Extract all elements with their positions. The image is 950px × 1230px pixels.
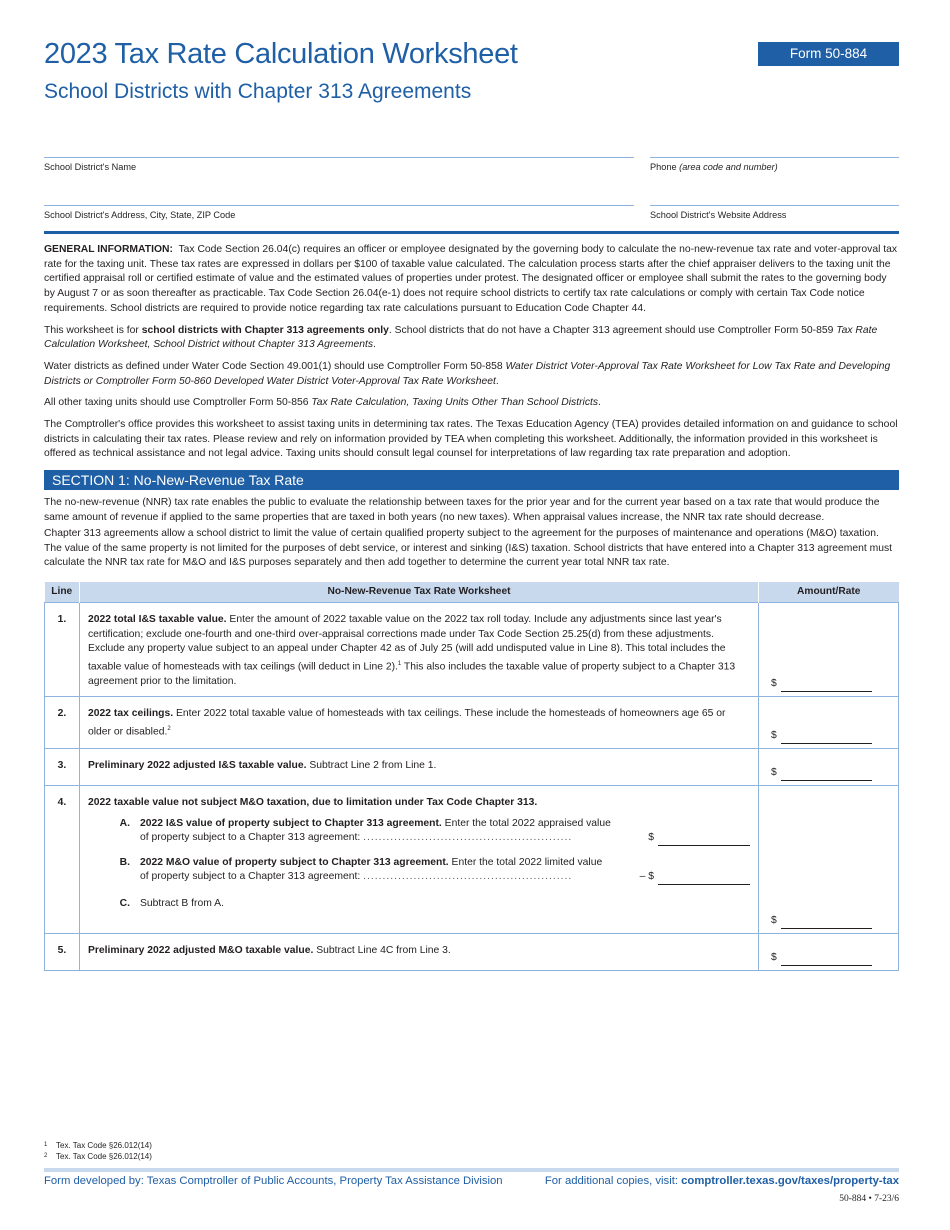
scope-paragraph: This worksheet is for school districts with Chapter 313 agreements only. School districts that do not have a Chapter 313 agreement should use Comptroller Form 50-859 Tax Rate Calculation Worksheet, School District without Chapter 313 Agreements. bbox=[44, 324, 878, 351]
line-description: 2022 total I&S taxable value. Enter the amount of 2022 taxable value on the 2022 tax roll today. Include any adjustments since last year's certification; exclude one-fourth and one-third over-appraisal corrections made under Tax Code Section 25.25(d) from these adjustments. Exclude any property value subject to an appeal under Chapter 42 as of July 25 (will add undisputed value in Line 8). This total includes the taxable value of homesteads with tax ceilings (will deduct in Line 2).$^1$ This also includes the taxable value of property subject to a Chapter 313 agreement prior to the limitation. bbox=[80, 603, 759, 697]
phone-hint: (area code and number) bbox=[679, 162, 778, 172]
line-description: 2022 tax ceilings. Enter 2022 total taxable value of homesteads with tax ceilings. These include the homesteads of homeowners age 65 or older or disabled.$^2$ bbox=[80, 697, 759, 749]
table-header bbox=[45, 582, 899, 603]
website-label: School District's Website Address bbox=[650, 210, 787, 220]
footnote: 1 Tex. Tax Code §26.012(14) bbox=[44, 1141, 152, 1150]
amount-input[interactable]: $ bbox=[759, 749, 899, 786]
worksheet-table bbox=[44, 582, 899, 971]
general-info-heading: GENERAL INFORMATION: bbox=[44, 244, 173, 255]
page-subtitle: School Districts with Chapter 313 Agreements bbox=[44, 80, 472, 103]
phone-label: Phone bbox=[650, 162, 677, 172]
amount-input[interactable]: $ bbox=[759, 934, 899, 971]
form-number-badge: Form 50-884 bbox=[758, 42, 899, 66]
table-row bbox=[45, 697, 899, 749]
other-units-paragraph: All other taxing units should use Comptroller Form 50-856 Tax Rate Calculation, Taxing Units Other Than School Districts. bbox=[44, 397, 601, 409]
disclaimer-paragraph: The Comptroller's office provides this worksheet to assist taxing units in determining tax rates. The Texas Education Agency (TEA) provides detailed information on and guidance to school districts in calculating their tax rates. Please review and rely on information provided by TEA when completing this worksheet. Additionally, the information provided in this worksheet is offered as technical assistance and not legal advice. Taxing units should consult legal counsel for interpretations of law regarding tax rate preparation and adoption. bbox=[44, 419, 898, 460]
table-row bbox=[45, 786, 899, 934]
footer-copies: For additional copies, visit: comptroller.texas.gov/taxes/property-tax bbox=[544, 1175, 899, 1187]
line-number: 4. bbox=[45, 786, 80, 934]
table-row bbox=[45, 603, 899, 697]
subline-4c: C. Subtract B from A. bbox=[119, 897, 224, 909]
table-row bbox=[45, 749, 899, 786]
address-label: School District's Address, City, State, ZIP Code bbox=[44, 210, 236, 220]
footnote: 2 Tex. Tax Code §26.012(14) bbox=[44, 1152, 152, 1161]
amount-input[interactable]: $ bbox=[759, 786, 899, 934]
line-description: Preliminary 2022 adjusted M&O taxable value. Subtract Line 4C from Line 3. bbox=[80, 934, 759, 971]
col-amount-header: Amount/Rate bbox=[759, 582, 899, 603]
section-1-intro bbox=[44, 496, 899, 573]
col-line-header: Line bbox=[45, 582, 80, 603]
line-number: 2. bbox=[45, 697, 80, 749]
school-name-field[interactable] bbox=[44, 157, 634, 172]
line-number: 3. bbox=[45, 749, 80, 786]
footer-credit: Form developed by: Texas Comptroller of Public Accounts, Property Tax Assistance Division bbox=[44, 1175, 503, 1187]
section-1-paragraph: Chapter 313 agreements allow a school district to limit the value of certain qualified property subject to the agreement for the purposes of maintenance and operations (M&O) taxation. The value of the same property is not limited for the purposes of debt service, or interest and sinking (I&S) taxation. School districts that have entered into a Chapter 313 agreement must calculate the NNR tax rate for M&O and I&S purposes separately and then add together to determine the current year total NNR tax rate. bbox=[44, 528, 893, 569]
school-name-label: School District's Name bbox=[44, 162, 137, 172]
amount-input[interactable]: $ bbox=[759, 603, 899, 697]
form-revision-code: 50-884 • 7-23/6 bbox=[839, 1194, 899, 1204]
section-1-paragraph: The no-new-revenue (NNR) tax rate enables the public to evaluate the relationship between taxes for the prior year and for the current year based on a tax rate that would produce the same amount of revenue if applied to the same properties that are taxed in both years (no new taxes). When appraisal values increase, the NNR tax rate should decrease. bbox=[44, 497, 880, 523]
website-field[interactable] bbox=[650, 205, 899, 220]
col-worksheet-header: No-New-Revenue Tax Rate Worksheet bbox=[80, 582, 759, 603]
subline-4b-input[interactable]: – $ bbox=[640, 870, 750, 885]
subline-4a-input[interactable]: $ bbox=[648, 831, 750, 846]
general-info-text: Tax Code Section 26.04(c) requires an officer or employee designated by the governing body to calculate the no-new-revenue tax rate and voter-approval tax rate for the taxing unit. These tax rates are expressed in dollars per $100 of taxable value calculated. The calculation process starts after the chief appraiser delivers to the taxing unit the certified appraisal roll or certified estimate of value and the estimated values of properties under protest. The designated officer or employee shall submit the rates to the governing body by August 7 or as soon thereafter as practicable. Tax Code Section 26.04(e-1) does not require school districts to certify tax rate calculations or comply with certain Tax Code notice requirements. School districts are required to provide notice regarding tax rate calculations pursuant to Education Code Chapter 44. bbox=[44, 244, 898, 314]
line-number: 1. bbox=[45, 603, 80, 697]
phone-field[interactable] bbox=[650, 157, 899, 172]
line-number: 5. bbox=[45, 934, 80, 971]
table-row bbox=[45, 934, 899, 971]
footnotes bbox=[44, 1140, 152, 1162]
page-title: 2023 Tax Rate Calculation Worksheet bbox=[44, 38, 518, 70]
general-information bbox=[44, 231, 899, 469]
line-description: Preliminary 2022 adjusted I&S taxable value. Subtract Line 2 from Line 1. bbox=[80, 749, 759, 786]
line-description: 2022 taxable value not subject M&O taxation, due to limitation under Tax Code Chapter 313. A. 2022 I&S value of property subject to Chapter 313 agreement. Enter the total 2022 appraised value of property subject to a Chapter 313 agreement: ...................................................... $ B. 2022 M&O value of property subject to Chapter 313 agreement. Enter the total 2022 limited value of property subject to a Chapter 313 agreement: ...................................................... – $ C. Subtract B from A. bbox=[80, 786, 759, 934]
comptroller-link[interactable]: comptroller.texas.gov/taxes/property-tax bbox=[681, 1175, 899, 1187]
amount-input[interactable]: $ bbox=[759, 697, 899, 749]
subline-4b: B. 2022 M&O value of property subject to Chapter 313 agreement. Enter the total 2022 limited value of property subject to a Chapter 313 agreement: ...................................................... – $ bbox=[88, 856, 750, 885]
general-info-paragraph bbox=[44, 243, 899, 317]
footer-divider bbox=[44, 1168, 899, 1172]
subline-4a: A. 2022 I&S value of property subject to Chapter 313 agreement. Enter the total 2022 appraised value of property subject to a Chapter 313 agreement: ...................................................... $ bbox=[88, 817, 750, 846]
section-1-heading: SECTION 1: No-New-Revenue Tax Rate bbox=[44, 470, 899, 490]
address-field[interactable] bbox=[44, 205, 634, 220]
water-district-paragraph: Water districts as defined under Water Code Section 49.001(1) should use Comptroller Form 50-858 Water District Voter-Approval Tax Rate Worksheet for Low Tax Rate and Developing Districts or Comptroller Form 50-860 Developed Water District Voter-Approval Tax Rate Worksheet. bbox=[44, 360, 891, 387]
